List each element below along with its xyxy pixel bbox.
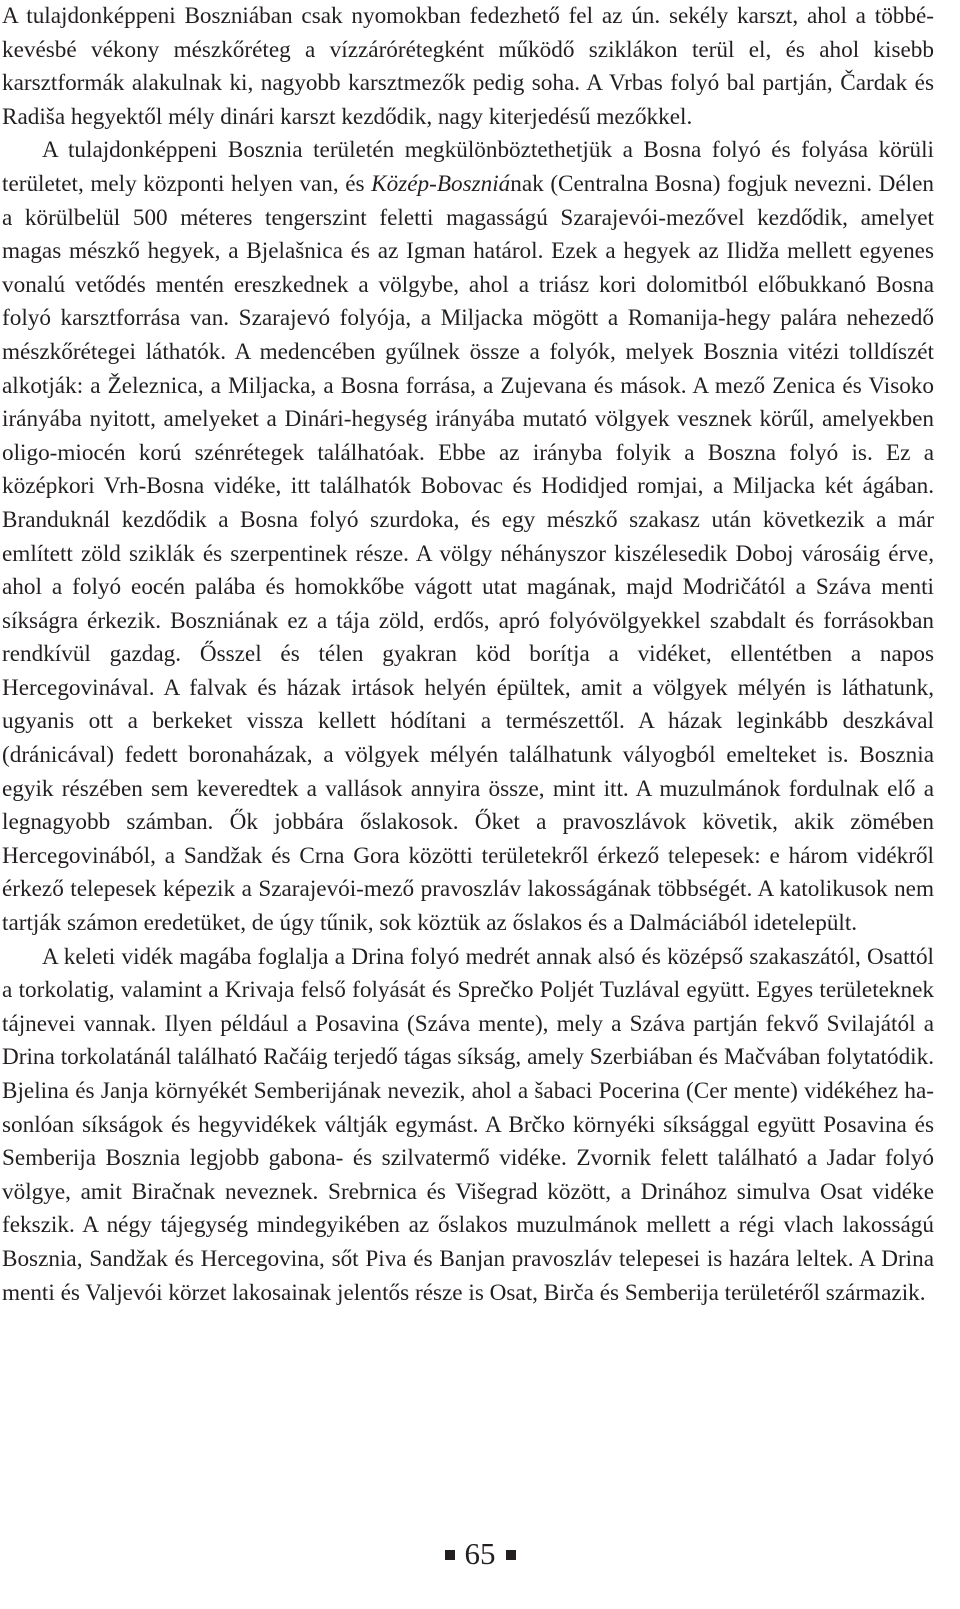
paragraph-2	[2, 134, 934, 940]
main-text	[2, 0, 934, 1310]
paragraph-2-text-a: A tulajdonképpeni Bosznia területén megkülönböztethetjük a Bosna folyó és folyása körüli területet, mely központi helyen van, és	[2, 137, 934, 197]
paragraph-2-text-b: nak (Centralna Bosna) fogjuk nevezni. Délen a körülbelül 500 méteres tengerszint feletti magasságú Szarajevói-mezővel kezdődik, amelyet magas mészkő hegyek, a Bjelašnica és az Igman határol. Ezek a hegyek az Ilidža mellett egyenes vonalú vetődés mentén ereszkednek a völgybe, ahol a triász kori dolomitból előbukkanó Bosna folyó karsztforrása van. Szarajevó folyója, a Miljacka mögött a Romanija-hegy palára nehezedő mészkőrétegei láthatók. A medencében gyűlnek össze a folyók, melyek Bosznia vitézi tolldíszét alkotják: a Železnica, a Miljacka, a Bosna forrása, a Zujevana és mások. A mező Zenica és Visoko irányába nyitott, amelyeket a Dinári-hegység irányába mutató völgyek vesznek körűl, amelyekben oligo-miocén korú szénrétegek találhatóak. Ebbe az irányba folyik a Boszna folyó is. Ez a középkori Vrh-Bosna vidéke, itt találhatók Bobovac és Hodidjed romjai, a Miljacka két ágában. Branduknál kezdődik a Bosna folyó szurdoka, és egy mészkő szakasz után következik a már említett zöld sziklák és szerpentinek része. A völgy néhányszor kiszélesedik Doboj városáig érve, ahol a folyó eocén palába és homokkőbe vágott utat magának, majd Modričától a Száva menti síkságra érkezik. Boszniának ez a tája zöld, erdős, apró folyóvölgyekkel szabdalt és forrásokban rendkívül gazdag. Ősszel és télen gyakran köd borítja a vidéket, ellentétben a napos Hercegovinával. A falvak és házak irtások helyén épültek, amit a völgyek mélyén is láthatunk, ugyanis ott a berkeket vissza kellett hódítani a természettől. A házak leginkább deszkával (dránicával) fedett boronaházak, a völgyek mélyén találhatunk vályogból emelteket is. Bosznia egyik részében sem keveredtek a vallások annyira össze, mint itt. A muzulmánok fordulnak elő a legnagyobb számban. Ők jobbára őslakosok. Őket a pravoszlávok követik, akik zömében Hercegovinából, a Sandžak és Crna Gora közötti területekről érkező telepesek: e három vidékről érkező telepesek képezik a Szarajevói-mező pravoszláv lakosságának többségét. A katolikusok nem tartják számon eredetüket, de úgy tűnik, sok köztük az őslakos és a Dalmáciából idetelepült.	[2, 170, 934, 937]
page-body	[2, 0, 934, 1310]
paragraph-2-italic-term: Közép-Boszniá	[371, 170, 511, 197]
page-number: 65	[464, 1536, 496, 1571]
paragraph-1-text: A tulajdonképpeni Boszniában csak nyomokban fedezhető fel az ún. sekély karszt, ahol a többé-kevésbé vékony mészkőréteg a vízzárórétegként működő sziklákon terül el, és ahol kisebb karsztformák alakulnak ki, nagyobb karsztmezők pedig soha. A Vrbas folyó bal partján, Čardak és Radiša hegyektől mély dinári karszt kezdődik, nagy kiterjedésű mezőkkel.	[2, 3, 934, 130]
page-footer	[0, 1534, 960, 1574]
paragraph-3-text: A keleti vidék magába foglalja a Drina folyó medrét annak alsó és középső szakaszától, Osattól a torkolatig, valamint a Krivaja felső folyását és Sprečko Poljét Tuzlával együtt. Egyes területeknek tájnevei vannak. Ilyen például a Posavina (Száva mente), mely a Száva partján fekvő Svilajától a Drina torkolatánál található Račáig terjedő tágas síkság, amely Szerbiában és Mačvában folytatódik. Bjelina és Janja környékét Semberijának nevezik, ahol a šabaci Pocerina (Cer mente) vidékéhez hasonlóan síkságok és hegyvidékek váltják egymást. A Brčko környéki síksággal együtt Posavina és Semberija Bosznia legjobb gabona- és szilvatermő vidéke. Zvornik felett található a Jadar folyó völgye, amit Biračnak neveznek. Srebrnica és Višegrad között, a Drinához simulva Osat vidéke fekszik. A négy tájegység mindegyikében az őslakos muzulmánok mellett a régi vlach lakosságú Bosznia, Sandžak és Hercegovina, sőt Piva és Banjan pravoszláv telepesei is hazára leltek. A Drina menti és Valjevói körzet lakosainak jelentős része is Osat, Birča és Semberija területéről származik.	[2, 943, 934, 1306]
paragraph-1	[2, 0, 934, 134]
paragraph-3	[2, 941, 934, 1311]
footer-right-square-icon	[506, 1550, 516, 1560]
footer-left-square-icon	[445, 1550, 455, 1560]
